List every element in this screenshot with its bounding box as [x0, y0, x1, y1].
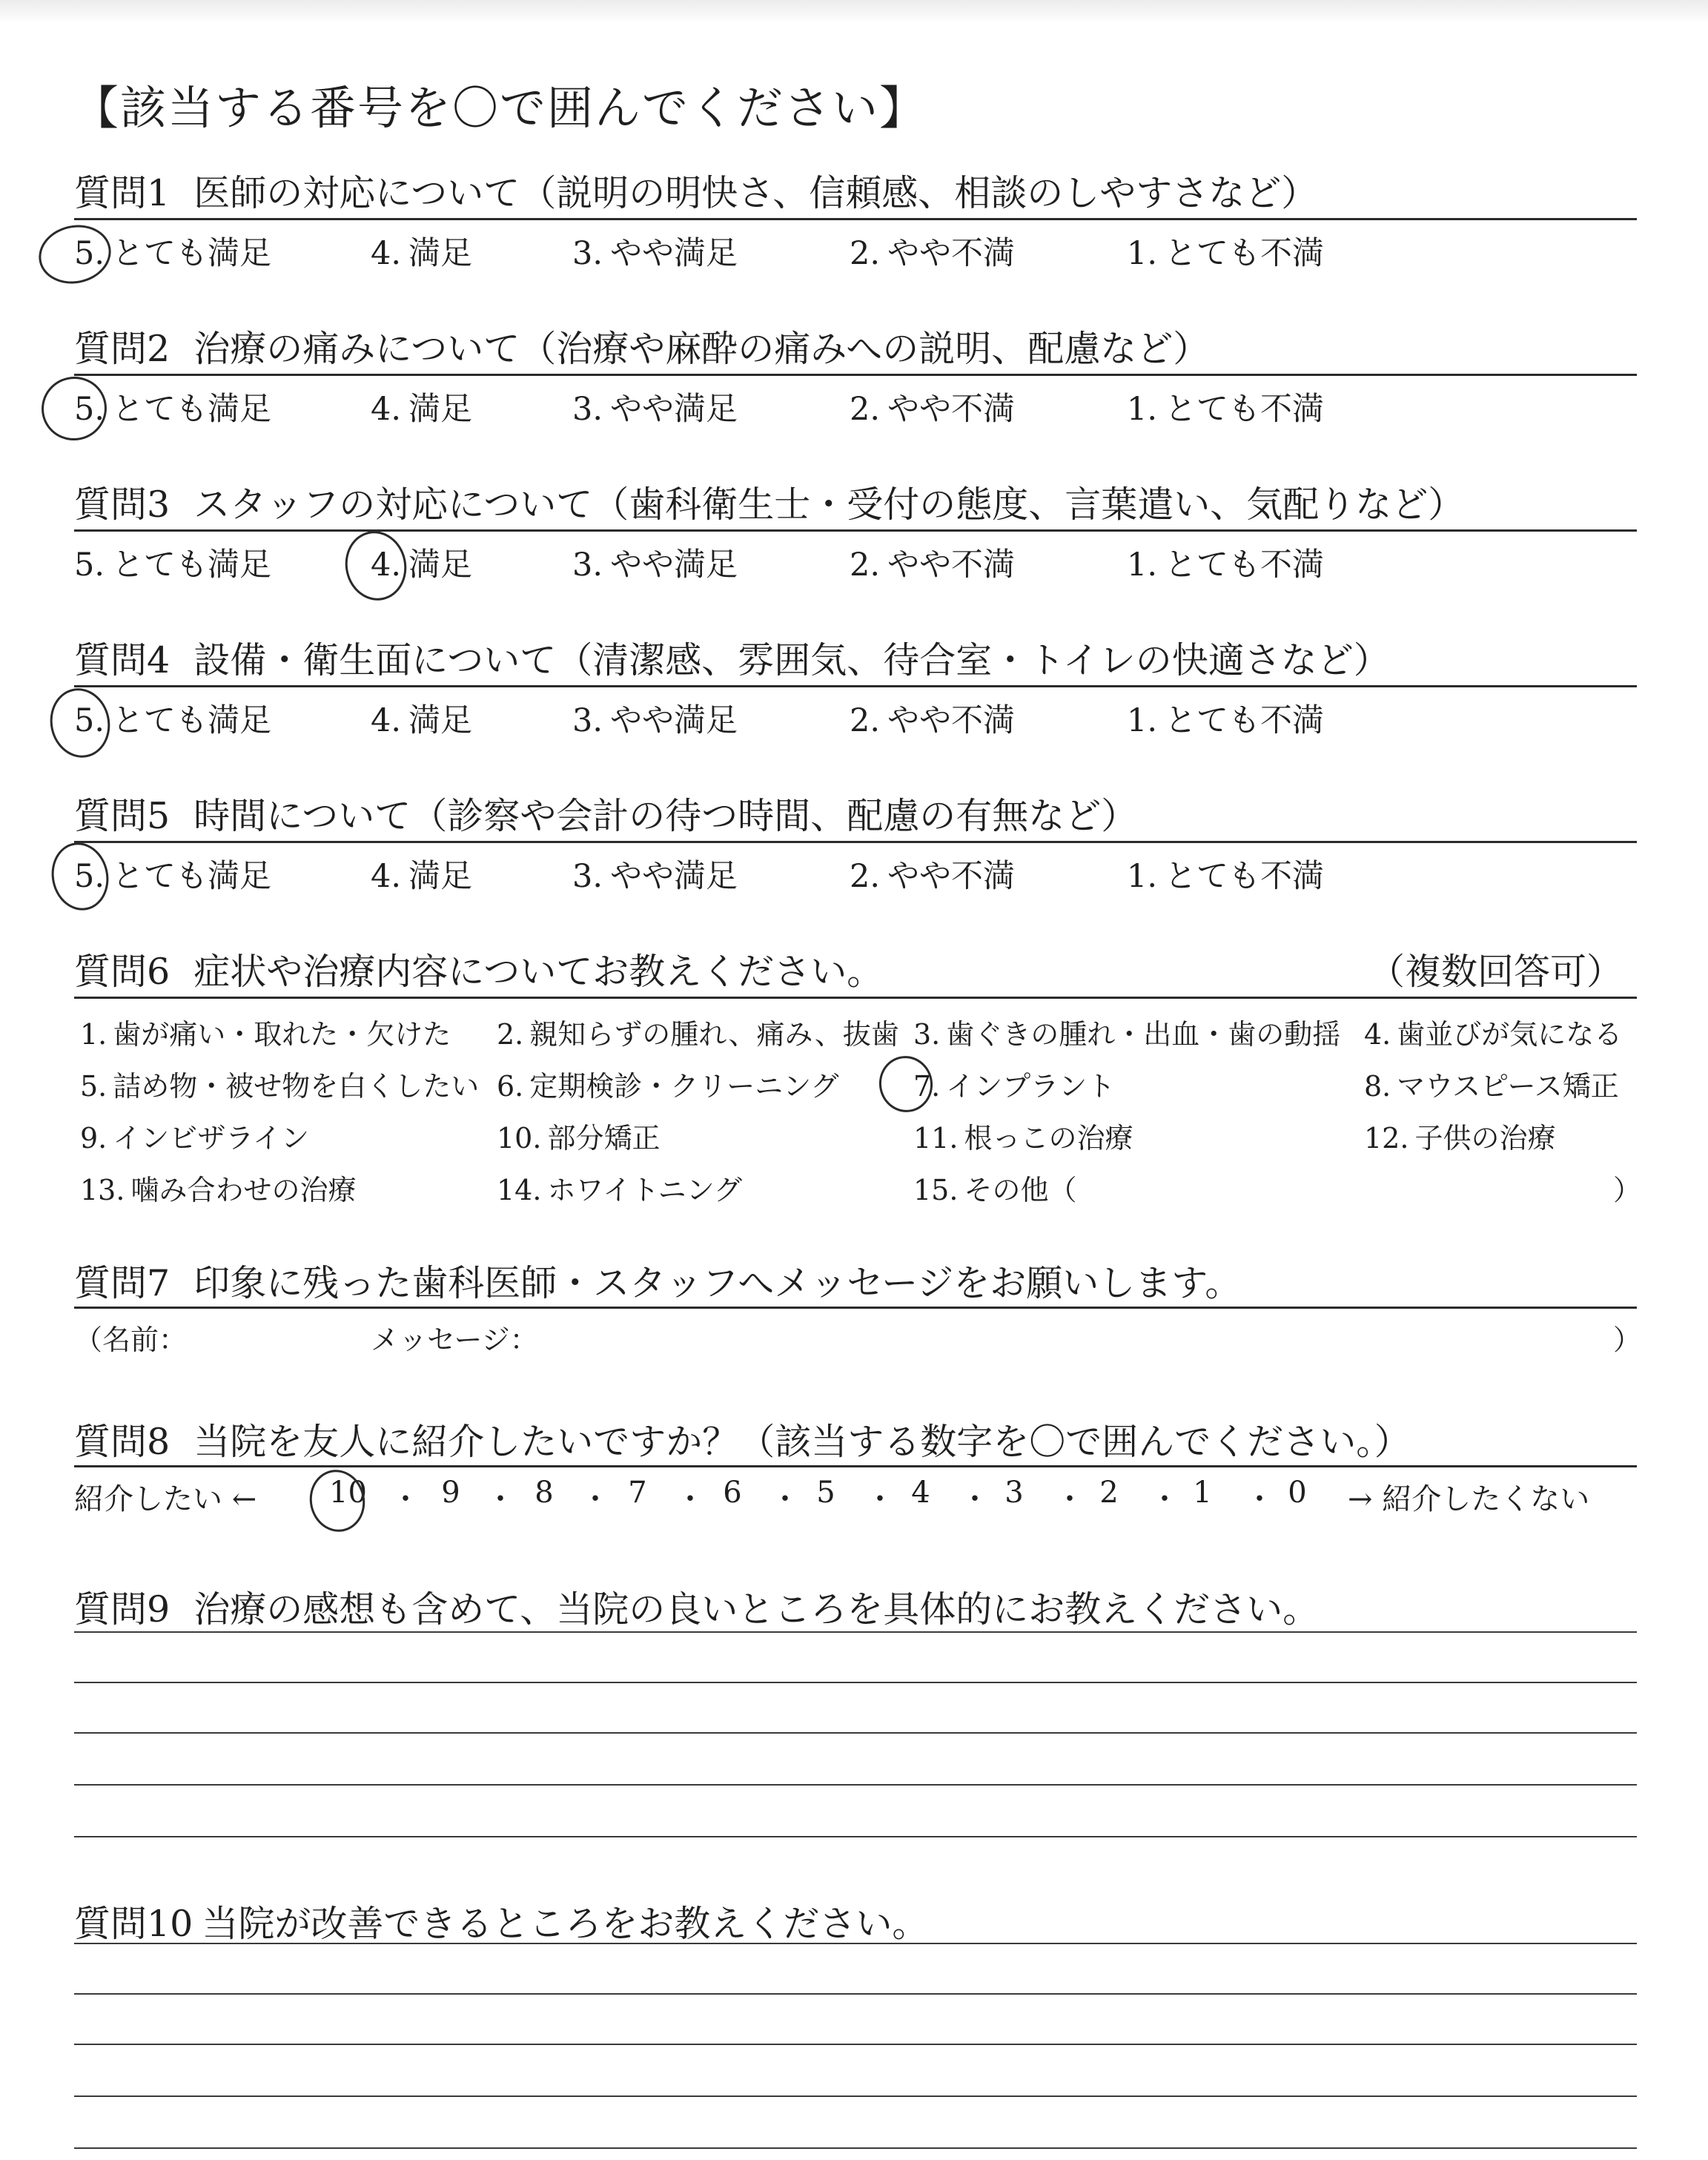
scan-top-edge	[0, 0, 1708, 24]
option-number: 4.	[371, 858, 402, 895]
option-label: その他（	[964, 1174, 1077, 1206]
q6-option-13[interactable]	[80, 1167, 356, 1208]
scale-option-9[interactable]: 9	[441, 1476, 460, 1510]
option-label: やや満足	[610, 546, 738, 584]
scale-option-2[interactable]: 2	[1099, 1476, 1119, 1510]
option-label: やや不満	[887, 546, 1016, 584]
question-text: 当院が改善できるところをお教えください。	[202, 1903, 929, 1945]
option-label: 歯ぐきの腫れ・出血・歯の動揺	[946, 1018, 1341, 1051]
option-number: 12.	[1364, 1122, 1409, 1155]
option-number: 5.	[74, 391, 105, 428]
option-number: 5.	[74, 858, 105, 895]
question-6-title	[74, 943, 883, 995]
q6-option-12[interactable]	[1364, 1115, 1555, 1156]
option-label: とても満足	[112, 391, 272, 428]
recommend-right-label: → 紹介したくない	[1348, 1482, 1590, 1516]
message-field-label[interactable]: メッセージ：	[371, 1324, 538, 1356]
option-number: 3.	[572, 546, 603, 584]
option-label: ホワイトニング	[547, 1174, 743, 1206]
option-number: 3.	[572, 702, 603, 739]
answer-line	[74, 1784, 1637, 1786]
q6-option-14[interactable]	[497, 1167, 742, 1208]
q2-option-1[interactable]	[1127, 384, 1324, 429]
question-9-title	[74, 1581, 1319, 1633]
question-text: 症状や治療内容についてお教えください。	[193, 951, 884, 993]
option-label: やや満足	[610, 391, 738, 428]
option-label: 満足	[408, 858, 473, 895]
question-6-rule	[74, 997, 1637, 999]
question-text: 当院を友人に紹介したいですか？（該当する数字を〇で囲んでください。）	[193, 1421, 1411, 1463]
option-label: とても満足	[112, 235, 272, 272]
question-2-title	[74, 320, 1209, 372]
q3-option-3[interactable]	[572, 540, 738, 585]
q3-option-5[interactable]	[74, 540, 271, 585]
scale-separator: ・	[391, 1482, 420, 1516]
option-label: とても満足	[112, 858, 272, 895]
question-number: 質問5	[74, 795, 171, 837]
q6-option-2[interactable]	[497, 1011, 899, 1052]
answer-line	[74, 2095, 1637, 2097]
scale-separator: ・	[1150, 1482, 1179, 1516]
q6-option-10[interactable]	[497, 1115, 660, 1156]
scale-option-8[interactable]: 8	[534, 1476, 554, 1510]
scale-separator: ・	[770, 1482, 800, 1516]
q1-option-5[interactable]	[74, 228, 271, 274]
answer-line	[74, 2044, 1637, 2045]
option-label: やや満足	[610, 858, 738, 895]
answer-line	[74, 1682, 1637, 1683]
q2-option-5[interactable]	[74, 384, 271, 429]
q6-option-11[interactable]	[913, 1115, 1133, 1156]
option-label: 歯が痛い・取れた・欠けた	[113, 1018, 451, 1051]
option-number: 3.	[572, 235, 603, 272]
option-number: 5.	[80, 1070, 107, 1103]
option-number: 3.	[913, 1018, 941, 1051]
option-number: 2.	[850, 391, 881, 428]
option-number: 2.	[850, 546, 881, 584]
question-8-title	[74, 1413, 1411, 1465]
scale-separator: ・	[865, 1482, 895, 1516]
message-close-paren: ）	[1613, 1324, 1642, 1356]
option-number: 11.	[913, 1122, 959, 1155]
option-number: 1.	[1127, 702, 1158, 739]
scale-option-0[interactable]: 0	[1288, 1476, 1307, 1510]
question-7-rule	[74, 1307, 1637, 1309]
answer-line	[74, 1631, 1637, 1633]
option-label: やや満足	[610, 702, 738, 739]
option-number: 5.	[74, 702, 105, 739]
option-label: とても満足	[112, 702, 272, 739]
option-label: 満足	[408, 235, 473, 272]
scale-separator: ・	[960, 1482, 990, 1516]
question-number: 質問7	[74, 1262, 171, 1304]
option-number: 3.	[572, 858, 603, 895]
question-4-rule	[74, 685, 1637, 687]
option-label: やや不満	[887, 391, 1016, 428]
option-number: 1.	[1127, 858, 1158, 895]
q5-option-3[interactable]	[572, 851, 738, 896]
q6-option-6[interactable]	[497, 1063, 839, 1104]
question-8-rule	[74, 1465, 1637, 1467]
q2-option-3[interactable]	[572, 384, 738, 429]
option-label: とても不満	[1165, 702, 1325, 739]
option-label: 親知らずの腫れ、痛み、抜歯	[529, 1018, 899, 1051]
q4-option-5[interactable]	[74, 696, 271, 741]
question-7-title	[74, 1255, 1241, 1307]
option-label: とても不満	[1165, 391, 1325, 428]
question-text: 印象に残った歯科医師・スタッフへメッセージをお願いします。	[193, 1262, 1242, 1304]
question-text: 時間について（診察や会計の待つ時間、配慮の有無など）	[193, 795, 1138, 837]
question-5-title	[74, 787, 1137, 839]
question-number: 質問6	[74, 951, 171, 993]
option-number: 4.	[371, 391, 402, 428]
q4-option-1[interactable]	[1127, 696, 1324, 741]
option-label: とても不満	[1165, 546, 1325, 584]
question-4-title	[74, 632, 1390, 684]
question-number: 質問9	[74, 1588, 171, 1631]
option-number: 2.	[497, 1018, 524, 1051]
q6-option-15[interactable]	[913, 1167, 1076, 1208]
recommend-left-label: 紹介したい ←	[74, 1482, 257, 1516]
option-label: とても不満	[1165, 858, 1325, 895]
option-number: 5.	[74, 235, 105, 272]
option-number: 4.	[371, 702, 402, 739]
question-3-title	[74, 476, 1464, 528]
question-text: 医師の対応について（説明の明快さ、信頼感、相談のしやすさなど）	[193, 172, 1318, 214]
option-number: 4.	[371, 235, 402, 272]
question-1-title	[74, 165, 1317, 217]
option-label: 満足	[408, 391, 473, 428]
question-3-rule	[74, 529, 1637, 532]
option-label: 子供の治療	[1414, 1122, 1556, 1155]
question-5-rule	[74, 841, 1637, 843]
option-label: 歯並びが気になる	[1397, 1018, 1623, 1051]
scale-separator: ・	[1055, 1482, 1085, 1516]
option-number: 7.	[913, 1070, 941, 1103]
question-number: 質問8	[74, 1421, 171, 1463]
option-label: とても満足	[112, 546, 272, 584]
q6-option-5[interactable]	[80, 1063, 479, 1104]
option-number: 4.	[371, 546, 402, 584]
option-label: 噛み合わせの治療	[130, 1174, 357, 1206]
q5-option-4[interactable]	[371, 851, 472, 896]
q3-option-4[interactable]	[371, 540, 472, 585]
answer-line	[74, 1836, 1637, 1837]
q1-option-1[interactable]	[1127, 228, 1324, 274]
multiple-answers-note: （複数回答可）	[1368, 951, 1623, 993]
q6-option-1[interactable]	[80, 1011, 451, 1052]
option-label: とても不満	[1165, 235, 1325, 272]
answer-line	[74, 1943, 1637, 1944]
option-label: 根っこの治療	[964, 1122, 1133, 1155]
option-number: 1.	[1127, 235, 1158, 272]
question-number: 質問2	[74, 328, 171, 370]
option-label: 部分矯正	[547, 1122, 661, 1155]
option-number: 2.	[850, 702, 881, 739]
scale-option-7[interactable]: 7	[628, 1476, 647, 1510]
scale-option-1[interactable]: 1	[1193, 1476, 1212, 1510]
option-number: 9.	[80, 1122, 107, 1155]
option-label: 満足	[408, 702, 473, 739]
q6-option-4[interactable]	[1364, 1011, 1622, 1052]
option-label: やや満足	[610, 235, 738, 272]
question-number: 質問10	[74, 1903, 193, 1945]
option-number: 14.	[497, 1174, 542, 1206]
q4-option-2[interactable]	[850, 696, 1015, 741]
answer-line	[74, 1993, 1637, 1995]
scale-option-6[interactable]: 6	[723, 1476, 742, 1510]
q5-option-5[interactable]	[74, 851, 271, 896]
question-number: 質問4	[74, 639, 171, 681]
question-10-title	[74, 1895, 928, 1947]
option-number: 6.	[497, 1070, 524, 1103]
option-number: 4.	[1364, 1018, 1391, 1051]
q1-option-4[interactable]	[371, 228, 472, 274]
option-label: インビザライン	[113, 1122, 310, 1155]
scale-separator: ・	[580, 1482, 610, 1516]
option-number: 3.	[572, 391, 603, 428]
option-label: やや不満	[887, 702, 1016, 739]
option-number: 1.	[80, 1018, 107, 1051]
option-number: 5.	[74, 546, 105, 584]
option-label: インプラント	[946, 1070, 1116, 1103]
scale-option-4[interactable]: 4	[911, 1476, 930, 1510]
q6-other-close-paren: ）	[1613, 1174, 1642, 1206]
option-number: 13.	[80, 1174, 125, 1206]
question-2-rule	[74, 374, 1637, 376]
q6-option-3[interactable]	[913, 1011, 1340, 1052]
q3-option-2[interactable]	[850, 540, 1015, 585]
option-label: やや不満	[887, 858, 1016, 895]
question-number: 質問3	[74, 483, 171, 526]
page-heading: 【該当する番号を〇で囲んでください】	[73, 81, 927, 135]
option-number: 1.	[1127, 546, 1158, 584]
answer-line	[74, 2147, 1637, 2149]
scale-option-5[interactable]: 5	[816, 1476, 835, 1510]
option-label: 定期検診・クリーニング	[529, 1070, 839, 1103]
q6-option-7[interactable]	[913, 1063, 1115, 1104]
option-label: 満足	[408, 546, 473, 584]
q1-option-2[interactable]	[850, 228, 1015, 274]
q4-option-4[interactable]	[371, 696, 472, 741]
question-text: 設備・衛生面について（清潔感、雰囲気、待合室・トイレの快適さなど）	[193, 639, 1390, 681]
option-number: 8.	[1364, 1070, 1391, 1103]
option-label: 詰め物・被せ物を白くしたい	[113, 1070, 480, 1103]
name-field-label[interactable]: （名前：	[74, 1324, 188, 1356]
q6-option-8[interactable]	[1364, 1063, 1619, 1104]
question-1-rule	[74, 218, 1637, 220]
scale-separator: ・	[1245, 1482, 1274, 1516]
scale-separator: ・	[675, 1482, 705, 1516]
option-label: マウスピース矯正	[1397, 1070, 1619, 1103]
q5-option-1[interactable]	[1127, 851, 1324, 896]
option-number: 15.	[913, 1174, 959, 1206]
scale-option-10[interactable]: 10	[329, 1476, 367, 1510]
question-text: スタッフの対応について（歯科衛生士・受付の態度、言葉遣い、気配りなど）	[193, 483, 1465, 526]
question-number: 質問1	[74, 172, 171, 214]
q3-option-1[interactable]	[1127, 540, 1324, 585]
q2-option-4[interactable]	[371, 384, 472, 429]
option-number: 2.	[850, 858, 881, 895]
q4-option-3[interactable]	[572, 696, 738, 741]
q6-option-9[interactable]	[80, 1115, 309, 1156]
answer-line	[74, 1732, 1637, 1734]
option-number: 1.	[1127, 391, 1158, 428]
option-number: 2.	[850, 235, 881, 272]
option-number: 10.	[497, 1122, 542, 1155]
question-text: 治療の感想も含めて、当院の良いところを具体的にお教えください。	[193, 1588, 1320, 1631]
q5-option-2[interactable]	[850, 851, 1015, 896]
option-label: やや不満	[887, 235, 1016, 272]
question-text: 治療の痛みについて（治療や麻酔の痛みへの説明、配慮など）	[193, 328, 1210, 370]
scale-option-3[interactable]: 3	[1004, 1476, 1024, 1510]
q2-option-2[interactable]	[850, 384, 1015, 429]
q1-option-3[interactable]	[572, 228, 738, 274]
scale-separator: ・	[486, 1482, 515, 1516]
